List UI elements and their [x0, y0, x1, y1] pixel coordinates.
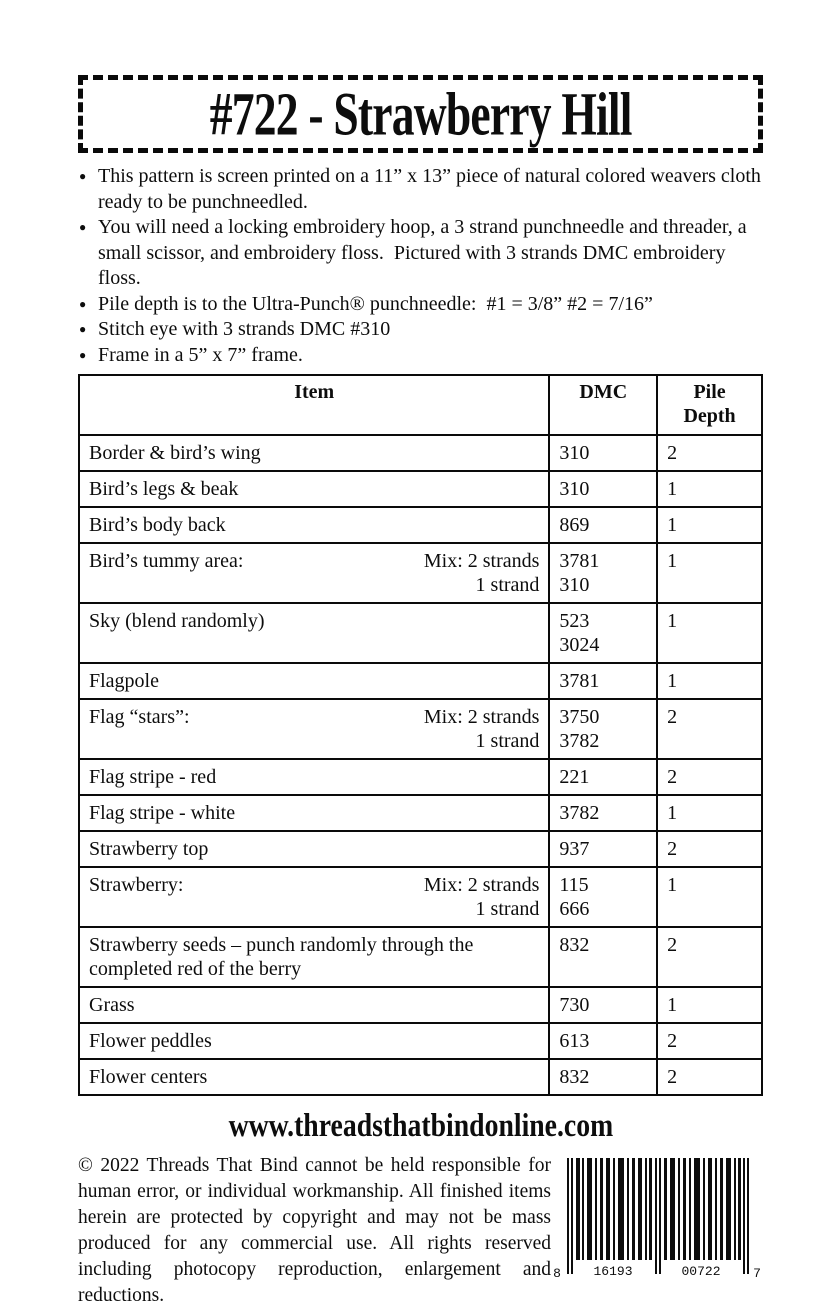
dmc-cell: 730 [549, 987, 657, 1023]
table-row [79, 435, 762, 471]
barcode-right-digit: 7 [753, 1265, 761, 1280]
item-cell: Flower peddles [79, 1023, 549, 1059]
dmc-cell: 3782 [549, 795, 657, 831]
dmc-value: 3782 [559, 730, 600, 752]
title-box [78, 75, 763, 153]
barcode-group2: 00722 [681, 1263, 721, 1279]
item-cell: Strawberry seeds – punch randomly through the completed red of the berry [79, 927, 549, 987]
mix-note: Mix: 2 strands 1 strand [423, 706, 540, 752]
pile-cell: 2 [657, 699, 762, 759]
table-row [79, 699, 762, 759]
mix-note: Mix: 2 strands 1 strand [423, 874, 540, 920]
table-row [79, 987, 762, 1023]
item-cell: Flagpole [79, 663, 549, 699]
pile-cell: 1 [657, 603, 762, 663]
item-cell: Sky (blend randomly) [79, 603, 549, 663]
dmc-cell [549, 603, 657, 663]
table-row [79, 867, 762, 927]
dmc-value: 115 [559, 874, 589, 896]
dmc-value: 523 [559, 610, 590, 632]
item-cell: Bird’s legs & beak [79, 471, 549, 507]
pattern-sheet [78, 0, 766, 1309]
pile-cell: 2 [657, 435, 762, 471]
instruction-item: ● This pattern is screen printed on a 11” x 13” piece of natural colored weavers cloth ready to be punchneedled. [78, 164, 763, 215]
dmc-value: 3750 [559, 706, 600, 728]
item-cell: Flag stripe - red [79, 759, 549, 795]
pile-cell: 1 [657, 507, 762, 543]
dmc-cell: 832 [549, 1059, 657, 1095]
dmc-cell: 869 [549, 507, 657, 543]
footer [78, 1153, 763, 1309]
website-url: www.threadsthatbindonline.com [228, 1108, 613, 1144]
barcode-group1: 16193 [593, 1263, 633, 1279]
copyright-text: © 2022 Threads That Bind cannot be held responsible for human error, or individual workmanship. All finished items herein are protected by copyright and may not be mass produced for any commercial use. All rights reserved including photocopy reproduction, enlargement and reductions. [78, 1154, 551, 1306]
pile-cell: 1 [657, 471, 762, 507]
table-header-row [79, 375, 762, 435]
item-label: Strawberry: [89, 874, 184, 896]
dmc-cell: 3781 [549, 663, 657, 699]
table-row [79, 927, 762, 987]
upc-barcode [551, 1158, 763, 1309]
pile-cell: 2 [657, 1023, 762, 1059]
table-row [79, 759, 762, 795]
pile-cell: 2 [657, 831, 762, 867]
table-row [79, 831, 762, 867]
dmc-cell [549, 543, 657, 603]
dmc-cell: 832 [549, 927, 657, 987]
table-row [79, 471, 762, 507]
instruction-item: ● Frame in a 5” x 7” frame. [78, 343, 763, 369]
item-cell [79, 543, 549, 603]
table-row [79, 1023, 762, 1059]
instructions-list [78, 164, 766, 368]
barcode-graphic [551, 1158, 763, 1280]
col-header-item: Item [79, 375, 549, 435]
item-cell: Grass [79, 987, 549, 1023]
table-row [79, 507, 762, 543]
barcode-left-digit: 8 [553, 1265, 561, 1280]
dmc-cell [549, 867, 657, 927]
dmc-cell: 221 [549, 759, 657, 795]
instruction-item: ● You will need a locking embroidery hoop, a 3 strand punchneedle and threader, a small scissor, and embroidery floss. Pictured with 3 strands DMC embroidery floss. [78, 215, 763, 292]
page-title: #722 - Strawberry Hill [209, 79, 632, 149]
dmc-cell: 613 [549, 1023, 657, 1059]
instruction-item: ● Stitch eye with 3 strands DMC #310 [78, 317, 763, 343]
item-cell: Border & bird’s wing [79, 435, 549, 471]
item-cell: Bird’s body back [79, 507, 549, 543]
pile-cell: 1 [657, 663, 762, 699]
pile-cell: 2 [657, 927, 762, 987]
item-cell [79, 867, 549, 927]
item-label: Bird’s tummy area: [89, 550, 244, 572]
pile-cell: 2 [657, 759, 762, 795]
dmc-cell: 937 [549, 831, 657, 867]
website-line [78, 1109, 763, 1144]
pile-cell: 1 [657, 867, 762, 927]
item-label: Flag “stars”: [89, 706, 190, 728]
table-row [79, 1059, 762, 1095]
dmc-value: 666 [559, 898, 590, 920]
table-row [79, 543, 762, 603]
pile-cell: 1 [657, 543, 762, 603]
pile-cell: 2 [657, 1059, 762, 1095]
dmc-cell [549, 699, 657, 759]
item-cell: Strawberry top [79, 831, 549, 867]
item-cell: Flower centers [79, 1059, 549, 1095]
mix-note: Mix: 2 strands 1 strand [423, 550, 540, 596]
item-cell: Flag stripe - white [79, 795, 549, 831]
pile-cell: 1 [657, 987, 762, 1023]
col-header-dmc: DMC [549, 375, 657, 435]
table-row [79, 795, 762, 831]
dmc-cell: 310 [549, 435, 657, 471]
floss-color-table [78, 374, 763, 1096]
pile-cell: 1 [657, 795, 762, 831]
table-row [79, 603, 762, 663]
col-header-pile-depth: Pile Depth [657, 375, 762, 435]
dmc-cell: 310 [549, 471, 657, 507]
table-row [79, 663, 762, 699]
dmc-value: 3024 [559, 634, 600, 656]
dmc-value: 3781 [559, 550, 600, 572]
item-cell [79, 699, 549, 759]
dmc-value: 310 [559, 574, 590, 596]
instruction-item: ● Pile depth is to the Ultra-Punch® punchneedle: #1 = 3/8” #2 = 7/16” [78, 292, 763, 318]
